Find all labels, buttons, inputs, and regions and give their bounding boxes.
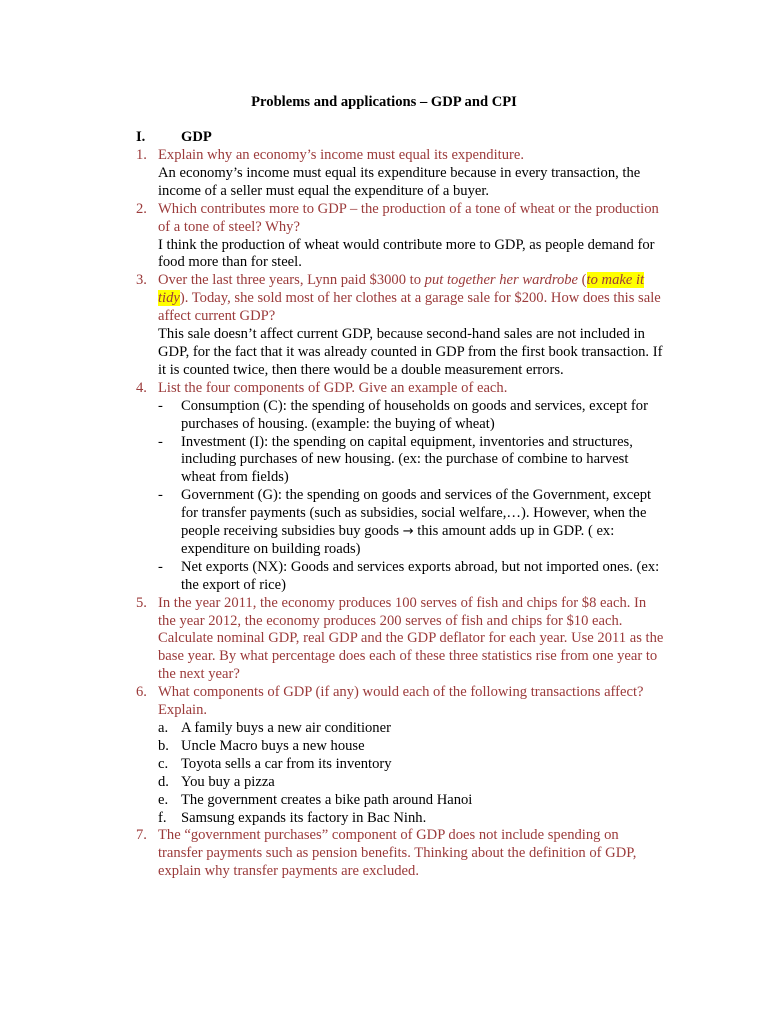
highlighted-note: to make it tidy <box>158 272 645 307</box>
section-title: GDP <box>181 129 212 145</box>
arrow-right-icon: → <box>402 524 414 540</box>
section-numeral: I. <box>136 129 146 145</box>
dash-marker: - <box>158 433 163 450</box>
letter-marker: b. <box>158 737 169 754</box>
list-item-text: Investment (I): the spending on capital equipment, inventories and structures, including purchases of new housing. (ex: the purchase of combine to harvest wheat from fields) <box>181 433 633 486</box>
question-4 <box>136 380 666 398</box>
list-item-text: You buy a pizza <box>181 773 275 790</box>
list-item <box>136 434 666 488</box>
list-item-text: A family buys a new air conditioner <box>181 720 391 736</box>
page-title: Problems and applications – GDP and CPI <box>251 94 517 110</box>
list-item <box>136 792 666 810</box>
question-text: In the year 2011, the economy produces 100 serves of fish and chips for $8 each. In the year 2012, the economy produces 200 serves of fish and chips for $10 each. Calculate nominal GDP, real GDP and the GDP deflator for each year. Use 2011 as the base year. By what percentage does each of these three statistics rise from one year to the next year? <box>158 594 664 683</box>
list-item <box>136 774 666 792</box>
question-number: 2. <box>136 200 147 217</box>
question-6 <box>136 684 666 720</box>
question-text <box>158 272 666 326</box>
question-text: Which contributes more to GDP – the production of a tone of wheat or the production of a tone of steel? Why? <box>158 200 659 235</box>
dash-marker: - <box>158 397 163 414</box>
list-item <box>136 756 666 774</box>
letter-marker: d. <box>158 773 169 790</box>
list-item <box>136 398 666 434</box>
question-number: 5. <box>136 594 147 611</box>
question-text-part: ). Today, she sold most of her clothes at a garage sale for $200. How does this sale affect current GDP? <box>158 290 661 325</box>
list-item <box>136 487 666 559</box>
italic-phrase: put together her wardrobe <box>424 272 579 289</box>
list-item-text: Net exports (NX): Goods and services exports abroad, but not imported ones. (ex: the export of rice) <box>181 558 660 593</box>
dash-marker: - <box>158 558 163 575</box>
question-2 <box>136 201 666 237</box>
answer-1: An economy’s income must equal its expenditure because in every transaction, the income of a seller must equal the expenditure of a buyer. <box>158 164 641 199</box>
list-item <box>136 810 666 828</box>
list-item-text: The government creates a bike path around Hanoi <box>181 791 473 808</box>
question-text-part: Over the last three years, Lynn paid $3000 to <box>158 272 425 289</box>
question-number: 7. <box>136 827 147 844</box>
list-item-text: Consumption (C): the spending of households on goods and services, except for purchases of housing. (example: the buying of wheat) <box>181 397 648 432</box>
letter-marker: e. <box>158 791 169 808</box>
list-item <box>136 559 666 595</box>
question-number: 4. <box>136 379 147 396</box>
question-text: What components of GDP (if any) would each of the following transactions affect? Explain. <box>158 684 644 719</box>
section-heading <box>136 129 212 147</box>
question-number: 6. <box>136 684 147 701</box>
question-1 <box>136 147 666 165</box>
list-item <box>136 720 666 738</box>
answer-2: I think the production of wheat would contribute more to GDP, as people demand for food more than for steel. <box>158 236 655 271</box>
question-3 <box>136 272 666 326</box>
list-item-text: Samsung expands its factory in Bac Ninh. <box>181 809 427 826</box>
letter-marker: a. <box>158 720 169 736</box>
question-text: List the four components of GDP. Give an example of each. <box>158 379 508 396</box>
list-item <box>136 738 666 756</box>
question-text: Explain why an economy’s income must equal its expenditure. <box>158 147 524 163</box>
letter-marker: f. <box>158 809 167 826</box>
question-text: The “government purchases” component of GDP does not include spending on transfer payments such as pension benefits. Thinking about the definition of GDP, explain why transfer payments are excluded. <box>158 827 637 880</box>
question-5 <box>136 595 666 685</box>
content-body <box>136 147 666 881</box>
list-item-text-part: Government (G): the spending on goods and services of the Government, except for transfer payments (such as subsidies, social welfare,…). However, when the people receiving subsidies buy goods <box>181 487 652 540</box>
question-7 <box>136 827 666 881</box>
answer-3: This sale doesn’t affect current GDP, because second-hand sales are not included in GDP, for the fact that it was already counted in GDP from the first book transaction. If it is counted twice, then there would be a double measurement errors. <box>158 326 663 378</box>
question-text-part: ( <box>578 272 587 289</box>
question-number: 3. <box>136 272 147 289</box>
letter-marker: c. <box>158 755 169 772</box>
list-item-text <box>181 487 666 559</box>
list-item-text-part: this amount adds up in GDP. ( ex: expenditure on building roads) <box>181 523 615 557</box>
list-item-text: Toyota sells a car from its inventory <box>181 755 392 772</box>
dash-marker: - <box>158 487 163 504</box>
list-item-text: Uncle Macro buys a new house <box>181 737 365 754</box>
question-number: 1. <box>136 147 147 163</box>
